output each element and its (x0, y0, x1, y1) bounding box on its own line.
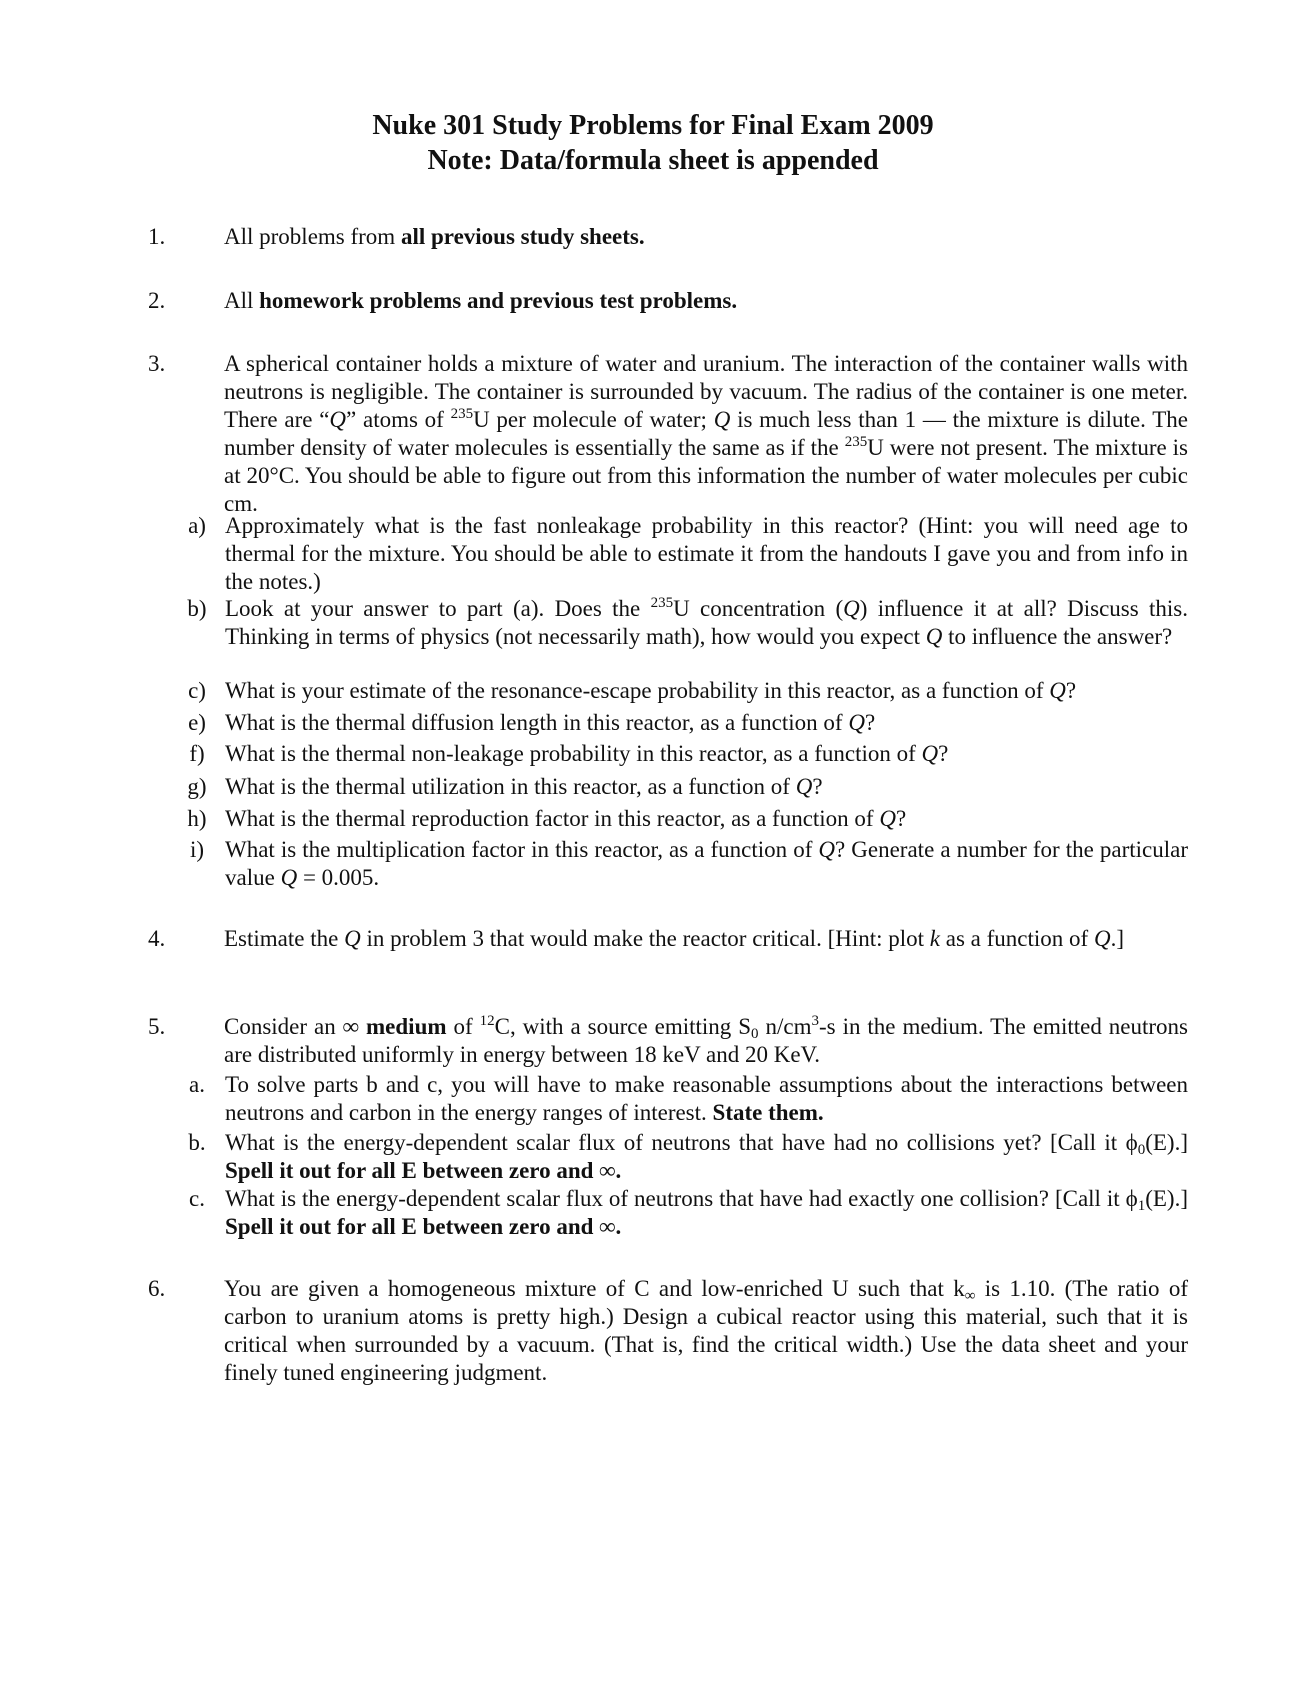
text-segment: U per molecule of water; (473, 407, 714, 432)
part-text (225, 740, 1188, 768)
text-segment: ? (864, 710, 876, 735)
text-segment: is much less than 1 — the mixture is dilute. The number density of water molecules is essentially the same as if the (224, 407, 1188, 460)
subscript-text: 0 (751, 1026, 759, 1042)
part-label: e) (188, 710, 206, 735)
text-segment: Spell it out for all E between zero and ∞. (225, 1214, 622, 1239)
text-segment: Spell it out for all E between zero and ∞. (225, 1158, 622, 1183)
text-segment: ? Generate a number for the particular value (225, 837, 1188, 890)
problem-text (224, 1013, 1188, 1069)
problem-number: 1. (148, 224, 166, 249)
text-segment: ? (1065, 678, 1077, 703)
page-subtitle: Note: Data/formula sheet is appended (427, 145, 879, 176)
text-segment: all previous study sheets. (400, 224, 645, 249)
text-segment: ” atoms of (346, 407, 451, 432)
text-segment: Q (843, 596, 860, 621)
text-segment: What is the multiplication factor in this reactor, as a function of (225, 837, 819, 862)
part-text (225, 709, 1188, 737)
text-segment: ) influence it at all? Discuss this. Thinking in terms of physics (not necessarily math), how would you expect (225, 596, 1188, 649)
text-segment: Q (1093, 926, 1111, 951)
text-segment: -s in the medium. The emitted neutrons are distributed uniformly in energy between 18 keV and 20 KeV. (224, 1014, 1188, 1067)
part-label: c) (188, 678, 206, 703)
text-segment: What is the thermal reproduction factor in this reactor, as a function of (225, 806, 880, 831)
text-segment: is 1.10. (The ratio of carbon to uranium atoms is pretty high.) Design a cubical reactor using this material, such that it is critical when surrounded by a vacuum. (That is, find the critical width.) Use the data sheet and your finely tuned engineering judgment. (224, 1276, 1188, 1385)
part-label: i) (189, 837, 205, 862)
superscript-text: 235 (450, 406, 474, 422)
text-segment: You are given a homogeneous mixture of C and low-enriched U such that k (224, 1276, 965, 1301)
text-segment: ? (938, 741, 949, 766)
text-segment: as a function of (940, 926, 1094, 951)
text-segment: k (929, 926, 941, 951)
text-segment: What is your estimate of the resonance-escape probability in this reactor, as a function of (225, 678, 1050, 703)
superscript-text: 3 (811, 1013, 819, 1029)
part-text (225, 512, 1188, 596)
problem-text (224, 350, 1188, 518)
problem-text (224, 223, 1188, 251)
part-text (225, 805, 1188, 833)
text-segment: To solve parts b and c, you will have to make reasonable assumptions about the interactions between neutrons and carbon in the energy ranges of interest. (225, 1072, 1188, 1125)
text-segment: ? (812, 774, 823, 799)
part-label: f) (189, 741, 205, 766)
part-text (225, 836, 1188, 892)
text-segment: (E).] (1145, 1186, 1188, 1211)
text-segment: ∞ medium (342, 1014, 447, 1039)
title-block (0, 108, 1306, 178)
text-segment: Q (818, 837, 836, 862)
text-segment: Estimate the (224, 926, 345, 951)
problem-text (224, 287, 1188, 315)
text-segment: to influence the answer? (942, 624, 1173, 649)
text-segment: Q (795, 774, 813, 799)
text-segment: State them. (712, 1100, 824, 1125)
part-text (225, 677, 1188, 705)
text-segment: Q (848, 710, 865, 735)
part-label: b. (188, 1130, 206, 1155)
text-segment: Q (1049, 678, 1066, 703)
superscript-text: 12 (479, 1013, 495, 1029)
subscript-text: 1 (1137, 1198, 1146, 1214)
part-text (225, 1071, 1188, 1127)
text-segment: What is the thermal diffusion length in this reactor, as a function of (225, 710, 849, 735)
text-segment: Look at your answer to part (a). Does the (225, 596, 651, 621)
problem-number: 4. (148, 926, 166, 951)
text-segment: Q (879, 806, 896, 831)
problem-number: 3. (148, 351, 166, 376)
problem-text (224, 925, 1188, 953)
part-text (225, 773, 1188, 801)
page-title: Nuke 301 Study Problems for Final Exam 2009 (372, 110, 934, 141)
text-segment: Q (329, 407, 347, 432)
text-segment: A spherical container holds a mixture of water and uranium. The interaction of the container walls with neutrons is negligible. The container is surrounded by vacuum. The radius of the container is one meter. There are “ (224, 351, 1188, 432)
part-label: a) (188, 513, 206, 538)
text-segment: Q (280, 865, 298, 890)
part-label: h) (187, 806, 207, 831)
text-segment: ? (895, 806, 907, 831)
text-segment: What is the thermal utilization in this reactor, as a function of (225, 774, 796, 799)
text-segment: .] (1110, 926, 1124, 951)
text-segment: of (446, 1014, 480, 1039)
part-text (225, 1129, 1188, 1185)
text-segment: in problem 3 that would make the reactor critical. [Hint: plot (360, 926, 930, 951)
text-segment: n/cm (758, 1014, 812, 1039)
part-label: c. (189, 1186, 205, 1211)
text-segment: C, with a source emitting S (494, 1014, 752, 1039)
text-segment: Q (921, 741, 939, 766)
problem-number: 2. (148, 288, 166, 313)
text-segment: Q (344, 926, 361, 951)
problem-number: 5. (148, 1014, 166, 1039)
text-segment: (E).] (1145, 1130, 1188, 1155)
text-segment: Q (925, 624, 943, 649)
part-text (225, 595, 1188, 651)
part-text (225, 1185, 1188, 1241)
text-segment: What is the thermal non-leakage probability in this reactor, as a function of (225, 741, 922, 766)
text-segment: homework problems and previous test problems. (259, 288, 738, 313)
subscript-text: 0 (1137, 1142, 1146, 1158)
superscript-text: 235 (650, 595, 674, 611)
text-segment: U concentration ( (673, 596, 844, 621)
problem-text (224, 1275, 1188, 1387)
subscript-text: ∞ (964, 1288, 976, 1304)
part-label: b) (187, 596, 207, 621)
text-segment: All problems from (224, 224, 401, 249)
text-segment: = 0.005. (297, 865, 380, 890)
text-segment: All (224, 288, 260, 313)
text-segment: Consider an (224, 1014, 343, 1039)
text-segment: U were not present. The mixture is at 20°C. You should be able to figure out from this information the number of water molecules per cubic cm. (224, 435, 1188, 516)
superscript-text: 235 (844, 434, 868, 450)
text-segment: What is the energy-dependent scalar flux of neutrons that have had no collisions yet? [Call it ϕ (225, 1130, 1138, 1155)
part-label: a. (189, 1072, 205, 1097)
text-segment: What is the energy-dependent scalar flux of neutrons that have had exactly one collision? [Call it ϕ (225, 1186, 1138, 1211)
text-segment: Q (713, 407, 731, 432)
part-label: g) (187, 774, 207, 799)
problem-number: 6. (148, 1276, 166, 1301)
text-segment: Approximately what is the fast nonleakage probability in this reactor? (Hint: you will need age to thermal for the mixture. You should be able to estimate it from the handouts I gave you and from info in the notes.) (225, 513, 1188, 594)
